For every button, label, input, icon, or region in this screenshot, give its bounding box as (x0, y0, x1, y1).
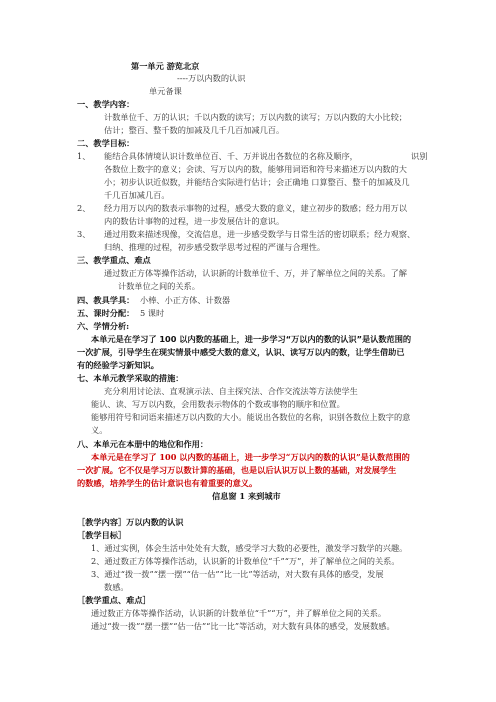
lesson-key-heading: ［教学重点、难点］ (77, 595, 151, 605)
section-6-line: 一次扩展，引导学生在现实情景中感受大数的意义，认识、读写万以内的数，让学生借助已 (77, 347, 405, 357)
section-6-line: 本单元是在学习了 100 以内数的基础上，进一步学习“万以内的数的认识”是认数范围的 (91, 334, 412, 344)
lesson-goal-line: 3、通过“拨一拨”“摆一摆”“估一估”“比一比”等活动，对大数有具体的感受，发展 (91, 569, 384, 579)
lesson-goals-heading: ［教学目标］ (77, 530, 127, 540)
goal-line: 千几百加减几百。 (104, 190, 170, 200)
section-8-line: 的数感，培养学生的估计意识也有着重要的意义。 (77, 478, 258, 488)
section-7-line: 能认、读、写万以内数，会用数表示物体的个数或事物的顺序和位置。 (91, 399, 345, 409)
section-3-heading: 三、教学重点、难点 (77, 255, 151, 265)
goal-line: 小；初步认识近似数，并能结合实际进行估计；会正确地 口算整百、整千的加减及几 (104, 177, 410, 187)
section-8-line: 一次扩展。它不仅是学习万以数计算的基础，也是以后认识万以上数的基础，对发展学生 (77, 465, 397, 475)
section-1-line: 计数单位千、万的认识；千以内数的读写；万以内数的读写；万以内数的大小比较； (104, 112, 407, 122)
section-3-line: 计数单位之间的关系。 (118, 281, 200, 291)
section-6-line: 有的经验学习新知识。 (77, 360, 159, 370)
section-1-heading: 一、教学内容： (77, 99, 135, 109)
section-7-line: 充分利用讨论法、直观演示法、自主探究法、合作交流法等方法使学生 (104, 386, 358, 396)
goal-number: 1、 (77, 151, 91, 161)
section-4-text: 小棒、小正方体、计数器 (140, 295, 231, 305)
goal-line: 通过用数来描述现像，交流信息，进一步感受数学与日常生活的密切联系；经力观察、 (104, 229, 416, 239)
section-4-heading: 四、教具学具： (77, 295, 135, 305)
unit-subtitle: ----万以内数的认识 (177, 73, 246, 83)
section-1-line: 估计；整百、整千数的加减及几千几百加减几百。 (104, 125, 285, 135)
section-5-heading: 五、课时分配： (77, 308, 135, 318)
section-3-line: 通过数正方体等操作活动，认识新的计数单位千、万，并了解单位之间的关系。了解 (104, 268, 407, 278)
section-8-line: 本单元是在学习了 100 以内数的基础上，进一步学习“万以内的数的认识”是认数范围的 (91, 452, 410, 462)
goal-line-tail: 识别 (411, 151, 428, 161)
section-2-heading: 二、教学目标： (77, 138, 135, 148)
lesson-key-line: 通过数正方体等操作活动，认识新的计数单位“千”“万”，并了解单位之间的关系。 (91, 608, 387, 618)
lesson-goal-line: 1、通过实例，体会生活中处处有大数，感受学习大数的必要性，激发学习数学的兴趣。 (91, 543, 408, 553)
section-7-line: 能够用符号和词语来描述万以内数的大小。能说出各数位的名称，识别各数位上数字的意 (91, 412, 411, 422)
lesson-goal-line: 数感。 (104, 582, 129, 592)
goal-line: 归纳、推理的过程，初步感受数学思考过程的严谨与合理性。 (104, 242, 326, 252)
goal-line: 能结合具体情境认识计数单位百、千、万并说出各数位的名称及顺序， (104, 151, 358, 161)
lesson-goal-line: 2、通过数正方体等操作活动，认识新的计数单位“千”“万”，并了解单位之间的关系。 (91, 556, 400, 566)
section-7-line: 义。 (91, 425, 108, 435)
info-window-title: 信息窗 1 来到城市 (212, 491, 281, 501)
section-7-heading: 七、本单元教学采取的措施： (77, 373, 184, 383)
goal-number: 3、 (77, 229, 91, 239)
unit-prep-label: 单元备课 (149, 86, 182, 96)
goal-number: 2、 (77, 203, 91, 213)
section-5-text: 5 课时 (140, 308, 165, 318)
lesson-key-line: 通过“拨一拨”“摆一摆”“估一估”“比一比”等活动，对大数有具体的感受，发展数感。 (91, 621, 395, 631)
goal-line: 内的数估计事物的过程，进一步发展估计的意识。 (104, 216, 285, 226)
goal-line: 经力用万以内的数表示事物的过程，感受大数的意义，建立初步的数感；经力用万以 (104, 203, 407, 213)
unit-title: 第一单元 游览北京 (131, 61, 200, 71)
goal-line: 各数位上数字的意义；会读、写万以内的数，能够用词语和符号来描述万以内数的大 (104, 164, 407, 174)
section-6-heading: 六、学情分析: (77, 321, 130, 331)
lesson-content-heading: ［教学内容］万以内数的认识 (77, 517, 184, 527)
section-8-heading: 八、本单元在本册中的地位和作用： (77, 439, 209, 449)
